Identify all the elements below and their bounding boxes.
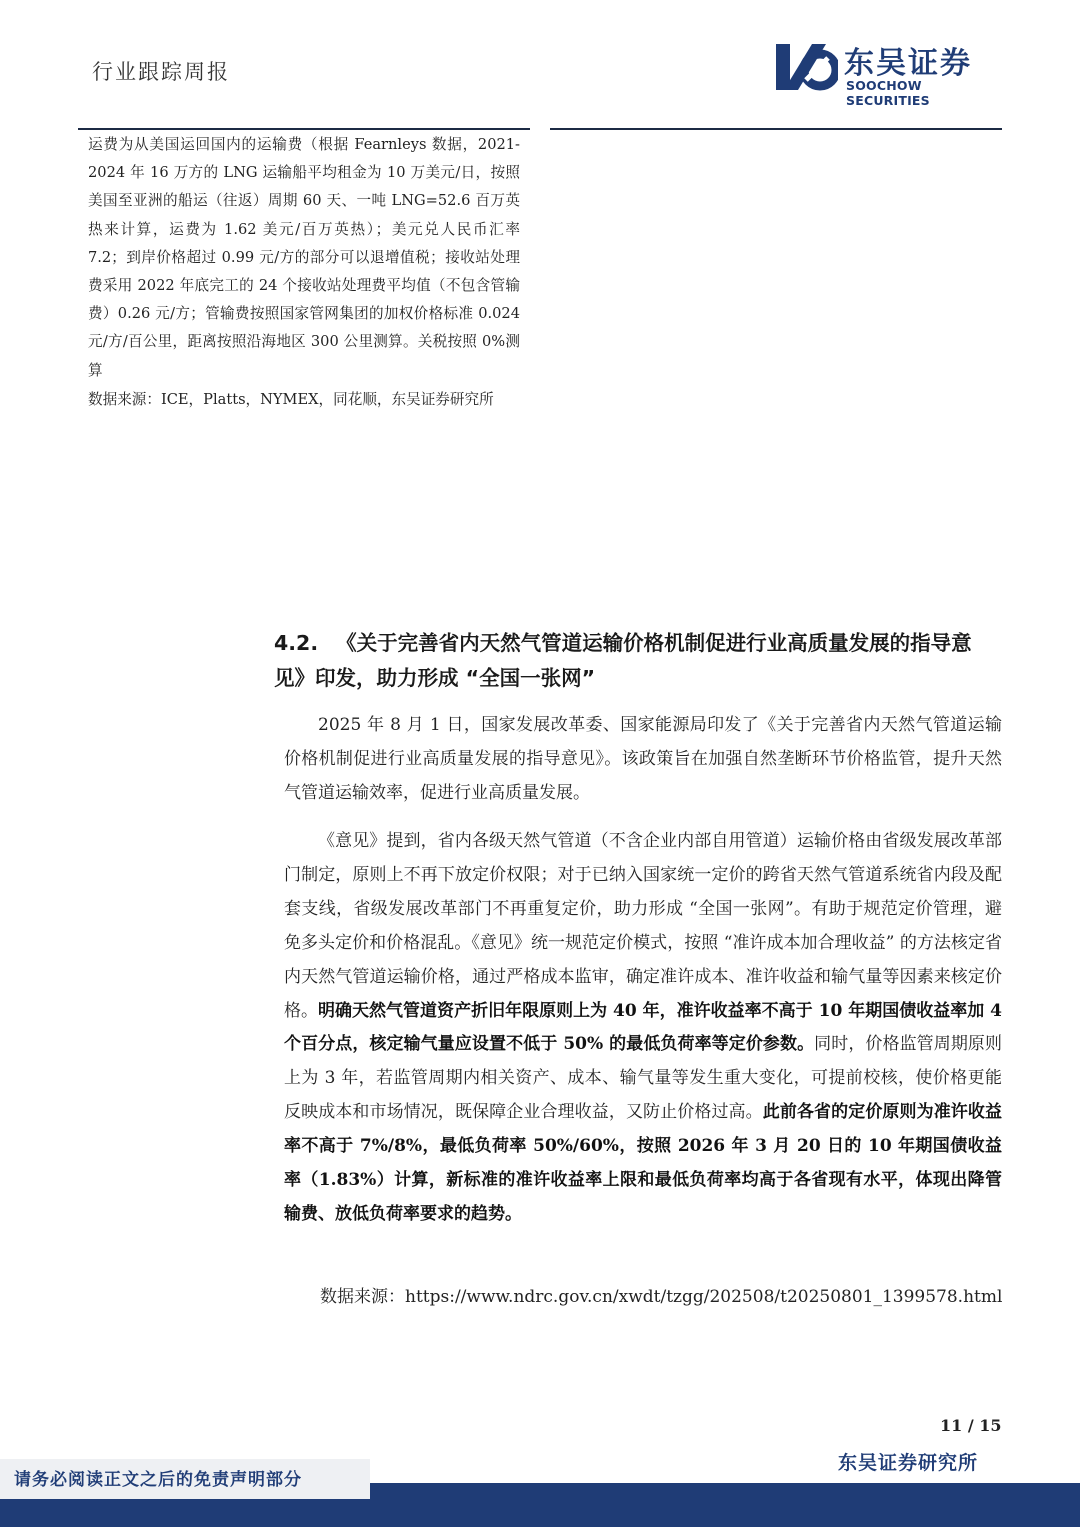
header-rule-right <box>550 128 1002 130</box>
section-number: 4.2. <box>274 631 319 655</box>
policy-source-link[interactable]: 数据来源：https://www.ndrc.gov.cn/xwdt/tzgg/202508/t20250801_1399578.html <box>320 1287 1003 1307</box>
page-number: 11 / 15 <box>940 1416 1002 1435</box>
data-source-note: 数据来源：ICE，Platts，NYMEX，同花顺，东吴证券研究所 <box>88 391 494 408</box>
paragraph-2-text-c: 同时，价格监管周期原则上为 3 年，若监管周期内相关资产、成本、输气量等发生重大变化，可提前校核，使价格更能反映成本和市场情况，既保障企业合理收益，又防止价格过高。 <box>284 1034 1002 1123</box>
report-type-title: 行业跟踪周报 <box>92 60 230 84</box>
paragraph-2-bold-d: 此前各省的定价原则为准许收益率不高于 7%/8%，最低负荷率 50%/60%，按照 2026 年 3 月 20 日的 10 年期国债收益率（1.83%）计算，新标准的准许收益率上限和最低负荷率均高于各省现有水平，体现出降管输费、放低负荷率要求的趋势。 <box>284 1102 1003 1224</box>
disclaimer-text: 请务必阅读正文之后的免责声明部分 <box>14 1470 302 1490</box>
company-logo <box>776 38 1006 108</box>
soochow-logo-icon <box>776 40 838 94</box>
footnote-text: 运费为从美国运回国内的运输费（根据 Fearnleys 数据，2021-2024 年 16 万方的 LNG 运输船平均租金为 10 万美元/日，按照美国至亚洲的船运（往返）周期 60 天、一吨 LNG=52.6 百万英热来计算，运费为 1.62 美元/百万英热）；美元兑人民币汇率 7.2；到岸价格超过 0.99 元/方的部分可以退增值税；接收站处理费采用 2022 年底完工的 24 个接收站处理费平均值（不包含管输费）0.26 元/方；管输费按照国家管网集团的加权价格标准 0.024 元/方/百公里，距离按照沿海地区 300 公里测算。关税按照 0%测算 <box>88 136 520 379</box>
body-paragraph-1: 2025 年 8 月 1 日，国家发展改革委、国家能源局印发了《关于完善省内天然气管道运输价格机制促进行业高质量发展的指导意见》。该政策旨在加强自然垄断环节价格监管，提升天然气管道运输效率，促进行业高质量发展。 <box>284 715 1002 803</box>
paragraph-2-bold-b: 明确天然气管道资产折旧年限原则上为 40 年，准许收益率不高于 10 年期国债收益率加 4 个百分点，核定输气量应设置不低于 50% 的最低负荷率等定价参数。 <box>284 1000 1003 1055</box>
body-paragraph-2 <box>284 825 1002 1232</box>
chart-footnote <box>88 131 520 385</box>
header-rule-left <box>78 128 530 130</box>
paragraph-2-text-a: 《意见》提到，省内各级天然气管道（不含企业内部自用管道）运输价格由省级发展改革部门制定，原则上不再下放定价权限；对于已纳入国家统一定价的跨省天然气管道系统省内段及配套支线，省级发展改革部门不再重复定价，助力形成 “全国一张网”。有助于规范定价管理，避免多头定价和价格混乱。《意见》统一规范定价模式，按照 “准许成本加合理收益” 的方法核定省内天然气管道运输价格，通过严格成本监审，确定准许成本、准许收益和输气量等因素来核定价格。 <box>284 831 1002 1021</box>
section-title: 《关于完善省内天然气管道运输价格机制促进行业高质量发展的指导意见》印发，助力形成 “全国一张网” <box>274 631 972 690</box>
section-heading <box>274 626 1002 696</box>
logo-english-text: SOOCHOW SECURITIES <box>846 78 930 108</box>
logo-chinese-text: 东吴证券 <box>844 46 972 81</box>
footer-brand: 东吴证券研究所 <box>838 1452 979 1474</box>
